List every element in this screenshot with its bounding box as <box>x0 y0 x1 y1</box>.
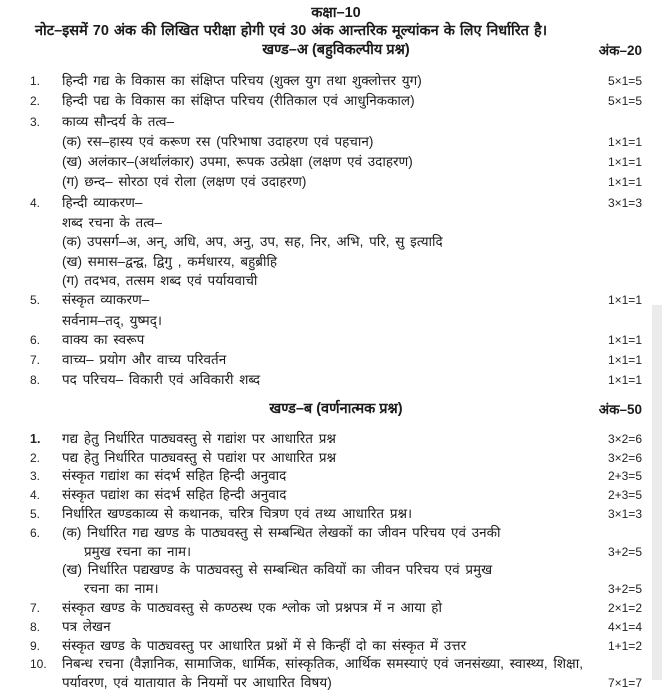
scan-edge-strip <box>652 305 662 680</box>
section-a-rows <box>30 71 642 391</box>
syllabus-row <box>30 172 642 192</box>
item-text: हिन्दी व्याकरण– <box>62 194 143 210</box>
item-text: (ख) समास–द्वन्द्व, द्विगु , कर्मधारय, बहुब्रीहि <box>62 253 278 269</box>
syllabus-row-continuation <box>30 543 642 562</box>
syllabus-row <box>30 467 642 486</box>
item-marks: 1×1=1 <box>607 134 642 149</box>
item-text: (क) उपसर्ग–अ, अन्, अधि, अप, अनु, उप, सह, निर, अभि, परि, सु इत्यादि <box>62 234 443 250</box>
item-text: सर्वनाम–तद्, युष्मद्। <box>62 312 163 328</box>
syllabus-row <box>30 193 642 213</box>
item-text: संस्कृत खण्ड के पाठ्यवस्तु पर आधारित प्रश्नों में से किन्हीं दो का संस्कृत में उत्तर <box>62 637 467 653</box>
item-marks: 2+3=5 <box>607 469 642 484</box>
syllabus-row <box>30 561 642 580</box>
syllabus-row <box>30 290 642 310</box>
item-text: संस्कृत व्याकरण– <box>62 292 150 308</box>
section-b-heading <box>30 400 642 419</box>
item-marks: 1×1=1 <box>607 373 642 388</box>
item-number: 6. <box>30 332 41 347</box>
item-number: 3. <box>30 469 41 484</box>
item-number: 2. <box>30 450 41 465</box>
item-marks: 7×1=7 <box>607 676 642 691</box>
item-number: 7. <box>30 600 41 615</box>
item-number: 1. <box>30 431 41 446</box>
item-text: शब्द रचना के तत्व– <box>62 215 162 231</box>
item-number: 5. <box>30 506 41 521</box>
syllabus-row <box>30 655 642 674</box>
item-text: संस्कृत खण्ड के पाठ्यवस्तु से कण्ठस्थ एक श्लोक जो प्रश्नपत्र में न आया हो <box>62 599 442 615</box>
item-text: पत्र लेखन <box>62 618 111 634</box>
item-text: पद्य हेतु निर्धारित पाठ्यवस्तु से पद्यांश पर आधारित प्रश्न <box>62 449 337 465</box>
syllabus-row <box>30 71 642 91</box>
syllabus-row <box>30 311 642 330</box>
item-text: गद्य हेतु निर्धारित पाठ्यवस्तु से गद्यांश पर आधारित प्रश्न <box>62 430 336 446</box>
syllabus-row <box>30 271 642 290</box>
syllabus-row <box>30 232 642 251</box>
page-title: कक्षा–10 <box>311 5 361 21</box>
item-number: 1. <box>30 74 41 88</box>
item-marks: 1×1=1 <box>607 353 642 368</box>
item-number: 3. <box>30 114 41 129</box>
section-a-heading-label: खण्ड–अ (बहुविकल्पीय प्रश्न) <box>262 42 410 58</box>
syllabus-row-continuation <box>30 674 642 693</box>
item-text: हिन्दी पद्य के विकास का संक्षिप्त परिचय (रीतिकाल एवं आधुनिककाल) <box>62 93 415 109</box>
syllabus-row <box>30 449 642 468</box>
item-marks: 1+1=2 <box>607 638 642 653</box>
item-marks: 3×2=6 <box>607 431 642 446</box>
item-marks: 1×1=1 <box>607 175 642 190</box>
syllabus-row <box>30 505 642 524</box>
syllabus-row <box>30 152 642 172</box>
item-number: 4. <box>30 195 41 210</box>
item-number: 10. <box>30 657 47 672</box>
item-marks: 3×1=3 <box>607 506 642 521</box>
section-b-heading-label: खण्ड–ब (वर्णनात्मक प्रश्न) <box>269 400 403 417</box>
syllabus-row <box>30 330 642 350</box>
item-number: 6. <box>30 525 41 540</box>
item-text: निबन्ध रचना (वैज्ञानिक, सामाजिक, धार्मिक, सांस्कृतिक, आर्थिक समस्याएं एवं जनसंख्या, स्वास्थ्य, शिक्षा, <box>62 656 583 672</box>
item-text: प्रमुख रचना का नाम। <box>84 543 192 559</box>
item-text: निर्धारित खण्डकाव्य से कथानक, चरित्र चित्रण एवं तथ्य आधारित प्रश्न। <box>62 505 413 521</box>
item-marks: 2+3=5 <box>607 488 642 503</box>
item-text: (क) रस–हास्य एवं करूण रस (परिभाषा उदाहरण एवं पहचान) <box>62 133 374 149</box>
syllabus-row <box>30 486 642 505</box>
item-number: 8. <box>30 373 41 388</box>
syllabus-row <box>30 91 642 111</box>
item-text: वाक्य का स्वरूप <box>62 331 145 347</box>
syllabus-row <box>30 132 642 152</box>
item-text: काव्य सौन्दर्य के तत्व– <box>62 113 175 129</box>
section-a-heading <box>30 41 642 60</box>
item-marks: 2×1=2 <box>607 600 642 615</box>
item-number: 9. <box>30 638 41 653</box>
item-text: (ख) निर्धारित पद्यखण्ड के पाठ्यवस्तु से सम्बन्धित कवियों का जीवन परिचय एवं प्रमुख <box>62 562 493 578</box>
item-text: पर्यावरण, एवं यातायात के नियमों पर आधारित विषय) <box>62 675 332 691</box>
item-marks: 1×1=1 <box>607 332 642 347</box>
item-marks: 4×1=4 <box>607 619 642 634</box>
section-b-rows <box>30 430 642 693</box>
item-number: 7. <box>30 353 41 368</box>
syllabus-row-continuation <box>30 580 642 599</box>
syllabus-row <box>30 112 642 132</box>
syllabus-row <box>30 618 642 637</box>
item-text: पद परिचय– विकारी एवं अविकारी शब्द <box>62 372 261 388</box>
syllabus-row <box>30 252 642 271</box>
item-number: 2. <box>30 94 41 109</box>
item-text: संस्कृत गद्यांश का संदर्भ सहित हिन्दी अनुवाद <box>62 468 287 484</box>
item-text: रचना का नाम। <box>84 581 159 597</box>
item-marks: 3×2=6 <box>607 450 642 465</box>
item-marks: 5×1=5 <box>607 74 642 88</box>
syllabus-row <box>30 213 642 232</box>
item-marks: 1×1=1 <box>607 293 642 308</box>
note-text: नोट–इसमें 70 अंक की लिखित परीक्षा होगी एवं 30 अंक आन्तरिक मूल्यांकन के लिए निर्धारित है। <box>35 23 548 39</box>
item-text: वाच्य– प्रयोग और वाच्य परिवर्तन <box>62 352 227 368</box>
item-number: 4. <box>30 488 41 503</box>
section-a-marks-total: अंक–20 <box>598 43 642 58</box>
item-text: (ग) छन्द– सोरठा एवं रोला (लक्षण एवं उदाहरण) <box>62 174 307 190</box>
item-number: 5. <box>30 293 41 308</box>
syllabus-row <box>30 430 642 449</box>
item-number: 8. <box>30 619 41 634</box>
item-text: हिन्दी गद्य के विकास का संक्षिप्त परिचय (शुक्ल युग तथा शुक्लोत्तर युग) <box>62 73 422 88</box>
section-b-marks-total: अंक–50 <box>598 401 642 417</box>
item-marks: 1×1=1 <box>607 155 642 170</box>
syllabus-row <box>30 370 642 390</box>
item-marks: 3×1=3 <box>607 195 642 210</box>
syllabus-row <box>30 350 642 370</box>
syllabus-row <box>30 599 642 618</box>
item-text: (ख) अलंकार–(अर्थालंकार) उपमा, रूपक उत्प्रेक्षा (लक्षण एवं उदाहरण) <box>62 154 413 170</box>
item-text: संस्कृत पद्यांश का संदर्भ सहित हिन्दी अनुवाद <box>62 487 287 503</box>
item-marks: 5×1=5 <box>607 94 642 109</box>
item-marks: 3+2=5 <box>607 582 642 597</box>
syllabus-row <box>30 637 642 656</box>
item-text: (क) निर्धारित गद्य खण्ड के पाठ्यवस्तु से सम्बन्धित लेखकों का जीवन परिचय एवं उनकी <box>62 524 501 540</box>
syllabus-row <box>30 524 642 543</box>
item-text: (ग) तदभव, तत्सम शब्द एवं पर्यायवाची <box>62 272 258 288</box>
item-marks: 3+2=5 <box>607 544 642 559</box>
